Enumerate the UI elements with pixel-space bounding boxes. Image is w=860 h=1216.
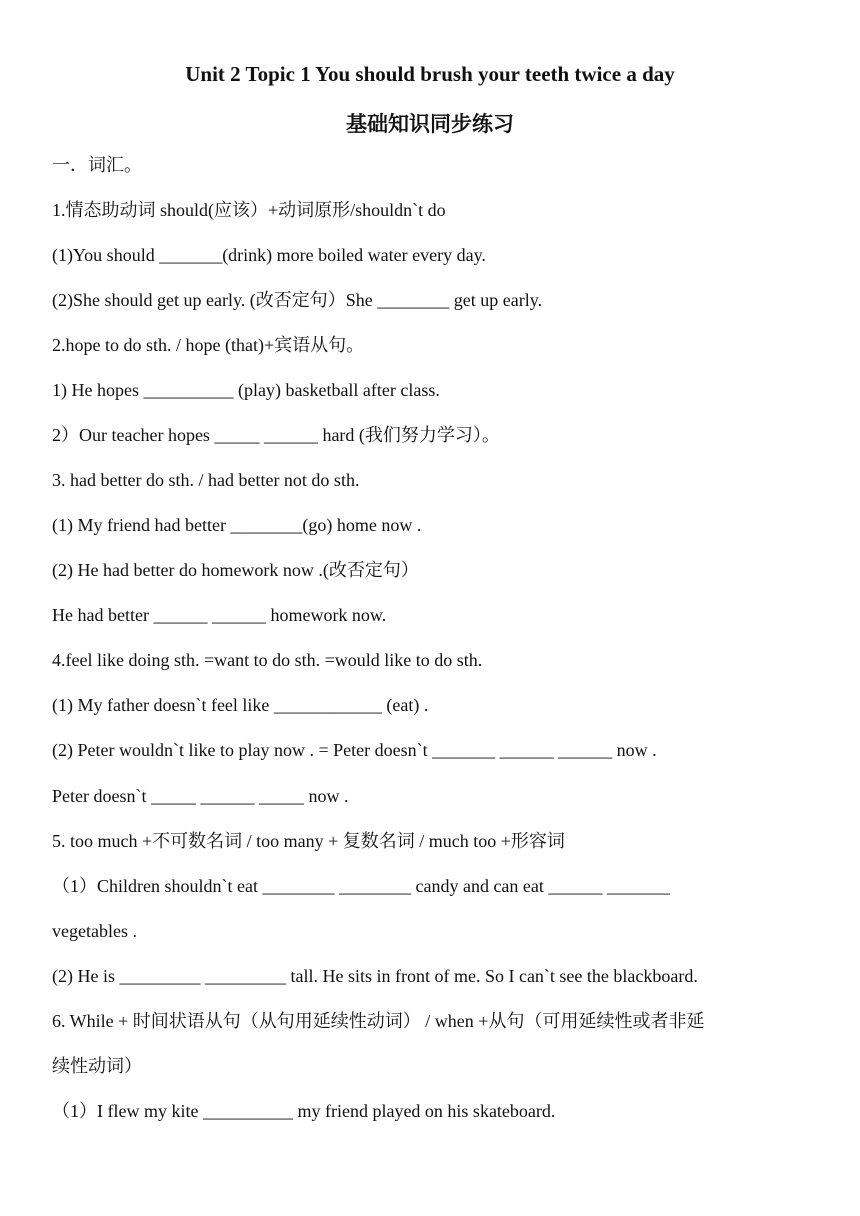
exercise-item: (2) He is _________ _________ tall. He sits in front of me. So I can`t see the blackboard. bbox=[52, 966, 698, 986]
exercise-item: (2) He had better do homework now .(改否定句） bbox=[52, 560, 419, 580]
exercise-item: (2)She should get up early. (改否定句）She ________ get up early. bbox=[52, 290, 543, 310]
grammar-point-6: 6. While + 时间状语从句（从句用延续性动词） / when +从句（可用延续性或者非延 bbox=[52, 1011, 705, 1031]
grammar-point-6-continued: 续性动词） bbox=[52, 1056, 142, 1076]
grammar-point-4: 4.feel like doing sth. =want to do sth. =would like to do sth. bbox=[52, 650, 483, 670]
page-subtitle: 基础知识同步练习 bbox=[346, 112, 514, 136]
page-title: Unit 2 Topic 1 You should brush your teeth twice a day bbox=[185, 62, 675, 86]
exercise-item: Peter doesn`t _____ ______ _____ now . bbox=[52, 786, 349, 806]
grammar-point-2: 2.hope to do sth. / hope (that)+宾语从句。 bbox=[52, 335, 365, 355]
exercise-item: (1) My friend had better ________(go) home now . bbox=[52, 515, 422, 535]
exercise-item: (1) My father doesn`t feel like ____________ (eat) . bbox=[52, 695, 429, 715]
exercise-item: (1)You should _______(drink) more boiled water every day. bbox=[52, 245, 486, 265]
exercise-item: (2) Peter wouldn`t like to play now . = Peter doesn`t _______ ______ ______ now . bbox=[52, 740, 657, 760]
exercise-item: He had better ______ ______ homework now. bbox=[52, 605, 387, 625]
exercise-item: vegetables . bbox=[52, 921, 137, 941]
grammar-point-5: 5. too much +不可数名词 / too many + 复数名词 / much too +形容词 bbox=[52, 831, 565, 851]
exercise-item: 1) He hopes __________ (play) basketball after class. bbox=[52, 380, 440, 400]
exercise-item: 2）Our teacher hopes _____ ______ hard (我们努力学习）。 bbox=[52, 425, 500, 445]
section-heading-vocabulary: 一．词汇。 bbox=[52, 155, 142, 175]
grammar-point-3: 3. had better do sth. / had better not do sth. bbox=[52, 470, 360, 490]
grammar-point-1: 1.情态助动词 should(应该）+动词原形/shouldn`t do bbox=[52, 200, 446, 220]
exercise-item: （1）I flew my kite __________ my friend played on his skateboard. bbox=[52, 1101, 556, 1121]
exercise-item: （1）Children shouldn`t eat ________ ________ candy and can eat ______ _______ bbox=[52, 876, 670, 896]
